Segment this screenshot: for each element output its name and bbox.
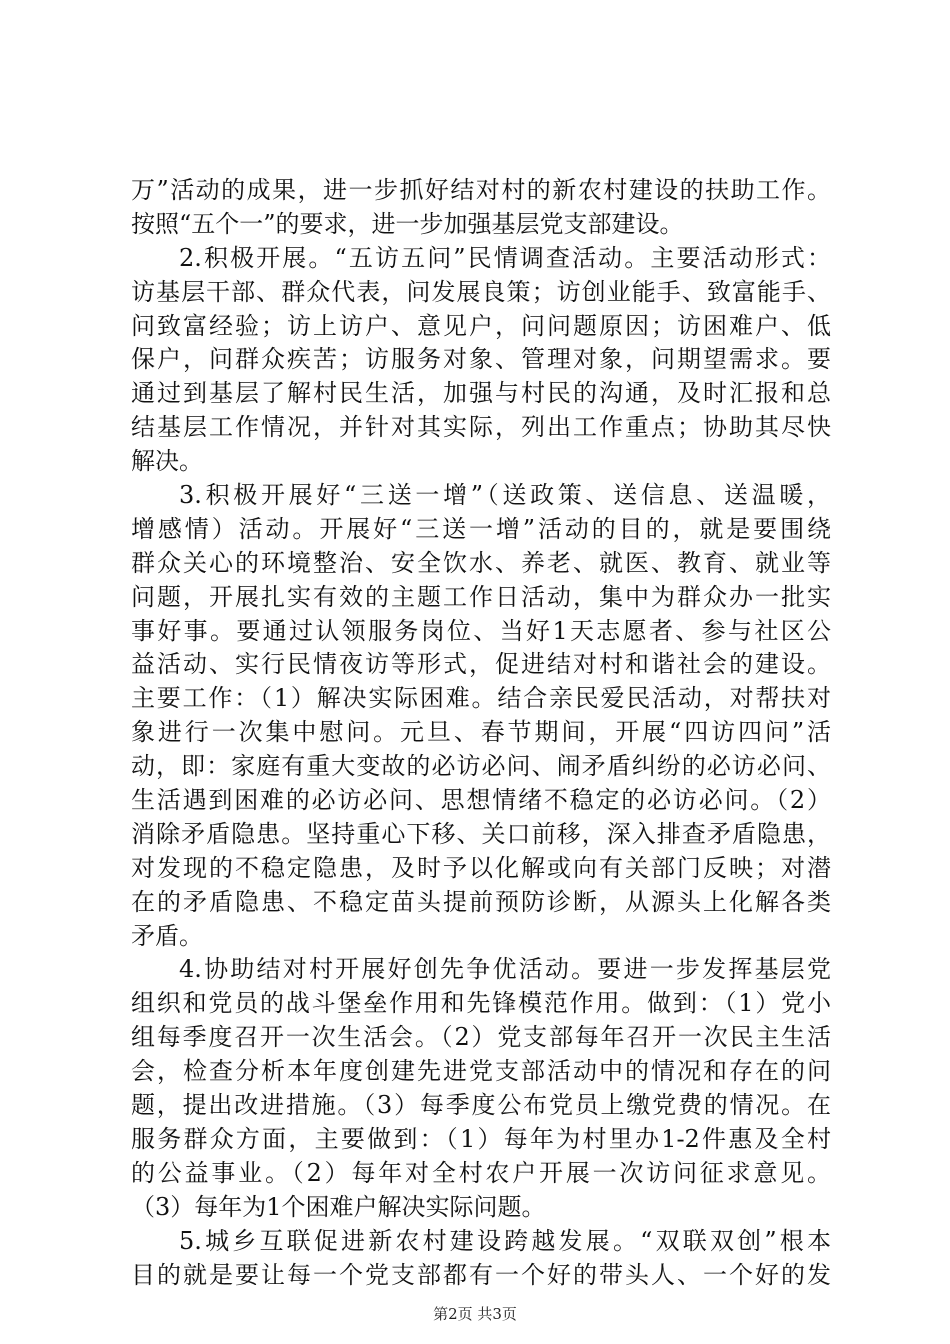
text-line: 万”活动的成果，进一步抓好结对村的新农村建设的扶助工作。 [131,176,831,204]
text-line: 消除矛盾隐患。坚持重心下移、关口前移，深入排查矛盾隐患， [131,819,831,848]
text-line: 问题，开展扎实有效的主题工作日活动，集中为群众办一批实 [131,582,831,611]
text-line: 对发现的不稳定隐患，及时予以化解或向有关部门反映；对潜 [131,853,831,882]
text-line: 益活动、实行民情夜访等形式，促进结对村和谐社会的建设。 [131,650,831,679]
document-body [131,174,831,1292]
text-line: 会，检查分析本年度创建先进党支部活动中的情况和存在的问 [131,1057,831,1086]
text-line: 组每季度召开一次生活会。（2）党支部每年召开一次民主生活 [131,1023,831,1052]
text-line: 解决。 [131,447,203,476]
text-line: 目的就是要让每一个党支部都有一个好的带头人、一个好的发 [131,1260,831,1289]
text-line: 主要工作：（1）解决实际困难。结合亲民爱民活动，对帮扶对 [131,684,831,713]
text-line: 动，即：家庭有重大变故的必访必问、闹矛盾纠纷的必访必问、 [131,752,831,781]
text-line: 增感情）活动。开展好“三送一增”活动的目的，就是要围绕 [131,514,831,543]
text-line: 群众关心的环境整治、安全饮水、养老、就医、教育、就业等 [131,548,831,577]
text-line: 生活遇到困难的必访必问、思想情绪不稳定的必访必问。（2） [131,786,831,815]
text-line: 按照“五个一”的要求，进一步加强基层党支部建设。 [131,209,684,238]
text-line: 2.积极开展。“五访五问”民情调查活动。主要活动形式： [179,243,831,272]
text-line: 组织和党员的战斗堡垒作用和先锋模范作用。做到：（1）党小 [131,989,831,1018]
text-line: 象进行一次集中慰问。元旦、春节期间，开展“四访四问”活 [131,718,831,747]
text-line: 保户，问群众疾苦；访服务对象、管理对象，问期望需求。要 [131,345,831,374]
text-line: 通过到基层了解村民生活，加强与村民的沟通，及时汇报和总 [131,379,831,408]
text-line: 题，提出改进措施。（3）每季度公布党员上缴党费的情况。在 [131,1091,831,1120]
text-line: 事好事。要通过认领服务岗位、当好1天志愿者、参与社区公 [131,616,831,645]
text-line: （3）每年为1个困难户解决实际问题。 [131,1192,546,1221]
text-line: 在的矛盾隐患、不稳定苗头提前预防诊断，从源头上化解各类 [131,887,831,916]
text-line: 矛盾。 [131,921,203,950]
text-line: 5.城乡互联促进新农村建设跨越发展。“双联双创”根本 [179,1226,831,1255]
text-line: 的公益事业。（2）每年对全村农户开展一次访问征求意见。 [131,1158,831,1187]
page-footer: 第2页 共3页 [433,1305,517,1323]
text-line: 访基层干部、群众代表，问发展良策；访创业能手、致富能手、 [131,277,831,306]
text-line: 4.协助结对村开展好创先争优活动。要进一步发挥基层党 [179,955,831,984]
text-line: 服务群众方面，主要做到：（1）每年为村里办1-2件惠及全村 [131,1124,831,1153]
text-line: 结基层工作情况，并针对其实际，列出工作重点；协助其尽快 [131,413,831,442]
text-line: 3.积极开展好“三送一增”（送政策、送信息、送温暖， [179,481,831,510]
text-line: 问致富经验；访上访户、意见户，问问题原因；访困难户、低 [131,311,831,340]
